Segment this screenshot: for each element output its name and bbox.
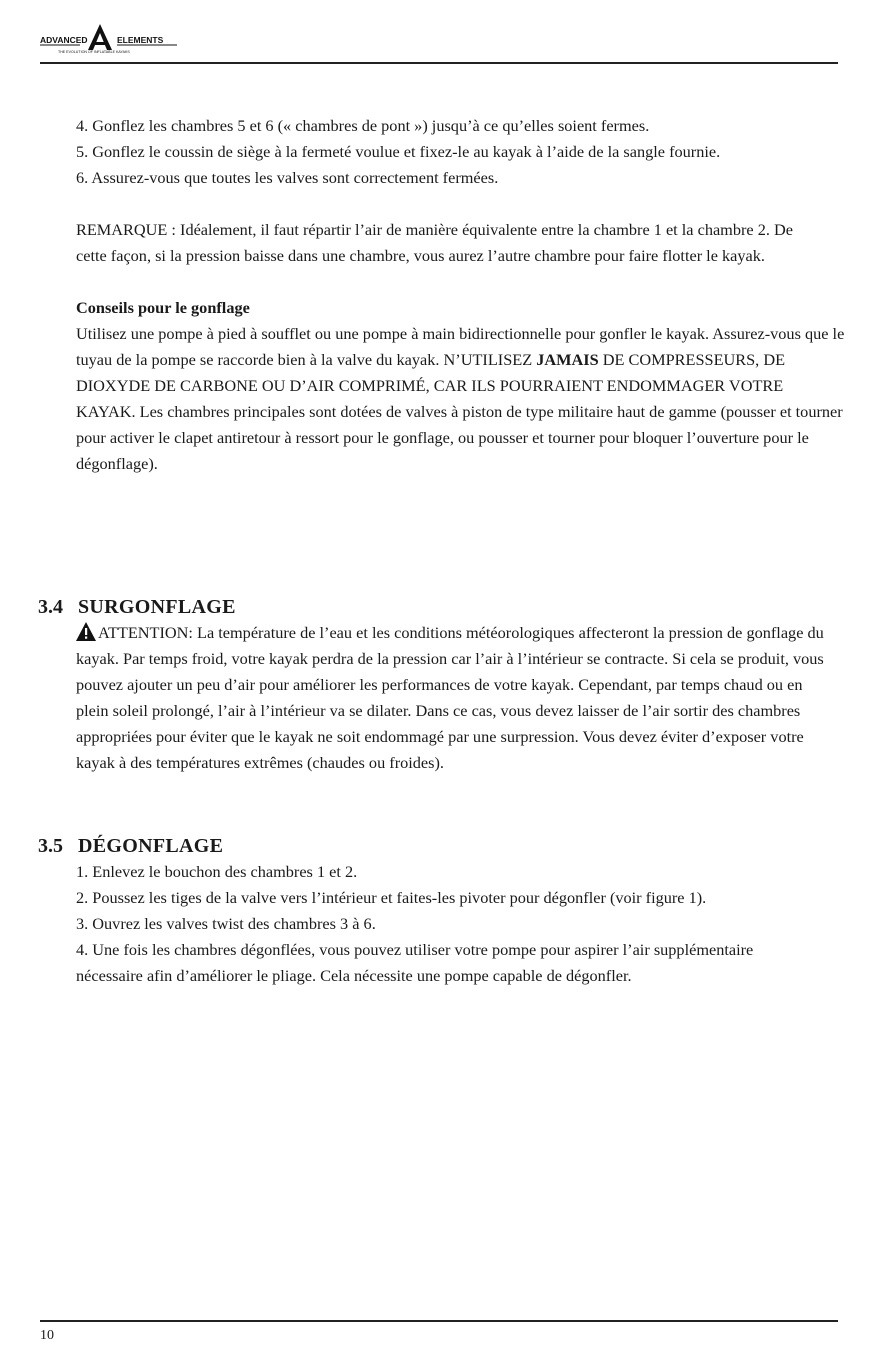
deflate-step-4: 4. Une fois les chambres dégonflées, vous pouvez utiliser votre pompe pour aspirer l’air supplémentaire nécessaire afin d’améliorer le pliage. Cela nécessite une pompe capable de dégonfler.: [76, 940, 754, 985]
warning-text: ATTENTION: La température de l’eau et les conditions météorologiques affecteront la pression de gonflage du kayak. Par temps froid, votre kayak perdra de la pression car l’air à l’intérieur se contracte. Si cela se produit, vous pouvez ajouter un peu d’air pour améliorer les performances de votre kayak. Cependant, par temps chaud ou en plein soleil prolongé, l’air à l’intérieur va se dilater. Dans ce cas, vous devez laisser de l’air sortir des chambres appropriées pour éviter que le kayak ne soit endommagé par une surpression. Vous devez éviter d’exposer votre kayak à des températures extrêmes (chaudes ou froides).: [76, 623, 824, 772]
section-title: SURGONFLAGE: [78, 596, 236, 618]
section-surgonflage: [38, 594, 838, 776]
tips-bold-word: JAMAIS: [536, 350, 599, 369]
warning-icon: [76, 622, 96, 641]
deflate-step-3: 3. Ouvrez les valves twist des chambres 3 à 6.: [76, 914, 376, 933]
page-number: 10: [40, 1328, 54, 1343]
intro-content: [76, 113, 846, 477]
footer-rule: [40, 1320, 838, 1322]
note-paragraph: REMARQUE : Idéalement, il faut répartir l’air de manière équivalente entre la chambre 1 et la chambre 2. De cette façon, si la pression baisse dans une chambre, vous aurez l’autre chambre pour faire flotter le kayak.: [76, 220, 793, 265]
deflate-step-1: 1. Enlevez le bouchon des chambres 1 et 2.: [76, 862, 358, 881]
header-rule: [40, 62, 838, 64]
step-5: 5. Gonflez le coussin de siège à la fermeté voulue et fixez-le au kayak à l’aide de la sangle fournie.: [76, 142, 721, 161]
section-number: 3.4: [38, 596, 63, 618]
step-4: 4. Gonflez les chambres 5 et 6 (« chambres de pont ») jusqu’à ce qu’elles soient fermes.: [76, 116, 650, 135]
tips-text-2: DE COMPRESSEURS, DE DIOXYDE DE CARBONE OU D’AIR COMPRIMÉ, CAR ILS POURRAIENT ENDOMMAGER VOTRE KAYAK. Les chambres principales sont dotées de valves à piston de type militaire haut de gamme (pousser et tourner pour activer le clapet antiretour à ressort pour le gonflage, ou pousser et tourner pour bloquer l’ouverture pour le dégonflage).: [76, 350, 843, 473]
logo-text-left: ADVANCED: [40, 35, 88, 45]
deflate-step-2: 2. Poussez les tiges de la valve vers l’intérieur et faites-les pivoter pour dégonfler (voir figure 1).: [76, 888, 707, 907]
step-6: 6. Assurez-vous que toutes les valves sont correctement fermées.: [76, 168, 499, 187]
tips-text-1: Utilisez une pompe à pied à soufflet ou une pompe à main bidirectionnelle pour gonfler le kayak. Assurez-vous que le tuyau de la pompe se raccorde bien à la valve du kayak. N’UTILISEZ: [76, 324, 845, 369]
section-degonflage: [38, 833, 838, 989]
logo-tagline: THE EVOLUTION OF INFLATABLE KAYAKS: [58, 50, 130, 54]
logo-a-mark: [88, 24, 112, 50]
section-heading: [38, 833, 838, 859]
section-title: DÉGONFLAGE: [78, 835, 224, 857]
warning-paragraph: [76, 620, 826, 776]
section-heading: [38, 594, 838, 620]
tips-heading: Conseils pour le gonflage: [76, 298, 250, 317]
brand-logo: [40, 20, 190, 60]
section-number: 3.5: [38, 835, 63, 857]
logo-text-right: ELEMENTS: [117, 35, 164, 45]
tips-paragraph: [76, 321, 846, 477]
